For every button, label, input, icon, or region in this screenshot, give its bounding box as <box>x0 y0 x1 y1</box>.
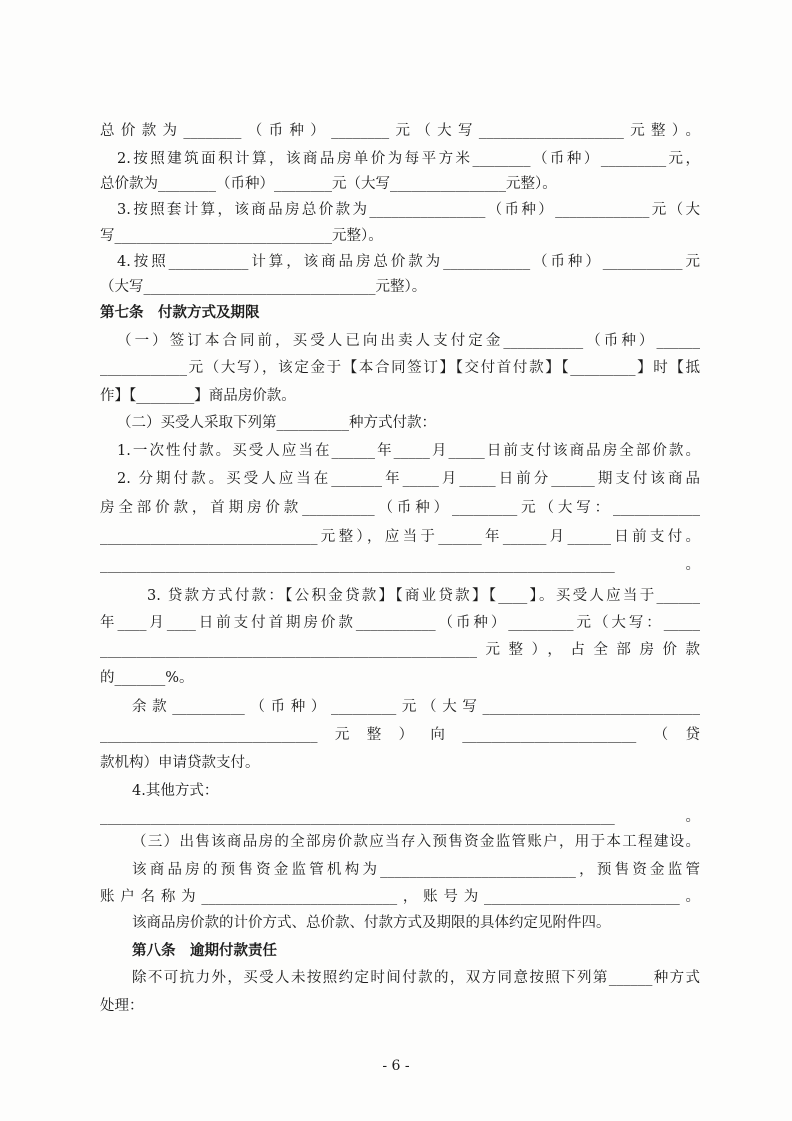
text-line: （三）出售该商品房的全部房价款应当存入预售资金监管账户，用于本工程建设。 <box>132 834 700 850</box>
text-line: ____________________________________________________元整），占全部房价款 <box>100 642 700 658</box>
text-line: ______________________________元整），应当于______年______月______日前支付。 <box>100 529 700 545</box>
text-line: 除不可抗力外，买受人未按照约定时间付款的，双方同意按照下列第______种方式 <box>132 970 700 986</box>
text-line: 年____月____日前支付首期房价款___________（币种）_________元（大写：_____ <box>100 615 700 631</box>
text-line: 余款__________（币种）_________元（大写______________________________ <box>132 699 700 715</box>
text-line: 总价款为________（币种）________元（大写____________________元整）。 <box>100 123 700 139</box>
text-line: 作】【________】商品房价款。 <box>100 388 296 404</box>
text-line: 房全部价款，首期房价款__________（币种）_________元（大写：____________ <box>100 500 700 516</box>
text-line: 处理： <box>100 998 144 1014</box>
blank-line: _______________________________________________________________________。 <box>100 557 700 573</box>
text-line: 3.按照套计算，该商品房总价款为________________（币种）_____________元（大 <box>117 202 700 218</box>
page-number: - 6 - <box>382 1058 410 1074</box>
text-line: （大写________________________________元整）。 <box>100 279 427 295</box>
text-line: 总价款为________（币种）________元（大写________________元整）。 <box>100 176 557 192</box>
text-line: ______________________________元整）向________________________（贷 <box>100 727 700 743</box>
text-line: 的_______%。 <box>100 670 194 686</box>
article-heading: 第七条 付款方式及期限 <box>100 304 260 321</box>
text-line: 写______________________________元整）。 <box>100 228 383 244</box>
text-line: 4.其他方式： <box>132 783 219 799</box>
text-line: 2. 分期付款。买受人应当在_______年_____月_____日前分______期支付该商品 <box>117 471 700 487</box>
text-line: 2.按照建筑面积计算，该商品房单价为每平方米________（币种）_________元， <box>117 151 700 167</box>
text-line: 款机构）申请贷款支付。 <box>100 755 260 771</box>
text-line: 3. 贷款方式付款：【公积金贷款】【商业贷款】【____】。买受人应当于______ <box>147 588 700 604</box>
text-line: 账户名称为___________________________，账号为___________________________。 <box>100 889 700 905</box>
text-line: 4.按照___________计算，该商品房总价款为____________（币种）___________元 <box>117 254 700 270</box>
article-heading: 第八条 逾期付款责任 <box>132 942 277 959</box>
text-line: 该商品房的预售资金监管机构为___________________________，预售资金监管 <box>132 862 700 878</box>
blank-line: _______________________________________________________________________。 <box>100 809 700 825</box>
text-line: （二）买受人采取下列第__________种方式付款： <box>117 415 436 431</box>
text-line: 该商品房价款的计价方式、总价款、付款方式及期限的具体约定见附件四。 <box>132 915 611 931</box>
text-line: 1.一次性付款。买受人应当在______年_____月_____日前支付该商品房全部价款。 <box>117 443 700 459</box>
text-line: ____________元（大写），该定金于【本合同签订】【交付首付款】【_________】时【抵 <box>100 360 700 376</box>
text-line: （一）签订本合同前，买受人已向出卖人支付定金___________（币种）______ <box>117 333 700 349</box>
